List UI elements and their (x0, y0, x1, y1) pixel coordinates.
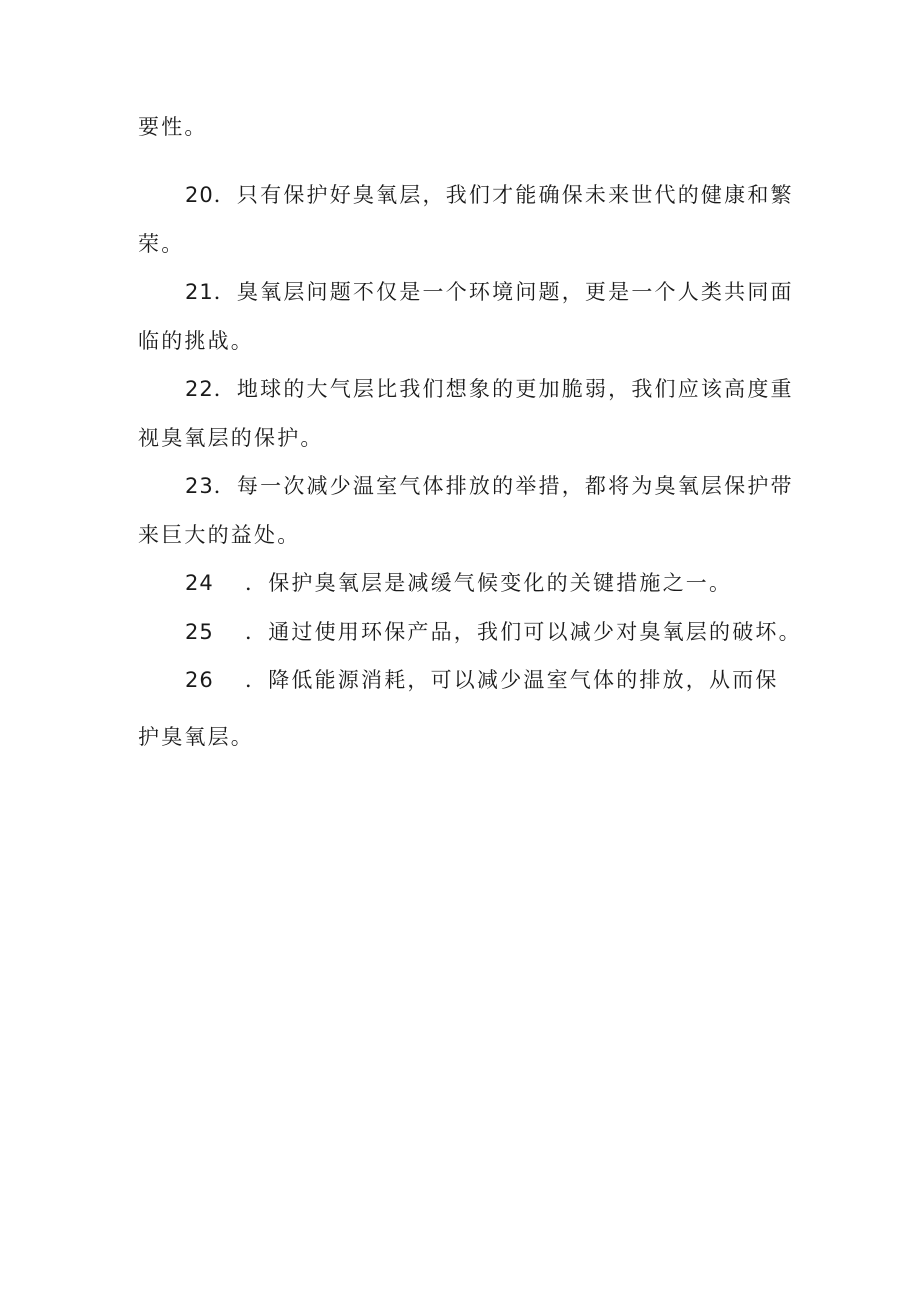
paragraph-text: 来巨大的益处。 (138, 523, 301, 547)
paragraph-text: 护臭氧层。 (138, 725, 254, 749)
list-item-23-continuation (138, 520, 300, 550)
list-item-21 (185, 277, 794, 307)
paragraph-text: ．通过使用环保产品，我们可以减少对臭氧层的破坏。 (245, 620, 802, 644)
paragraph-text: 临的挑战。 (138, 329, 254, 353)
list-item-26-continuation (138, 722, 254, 752)
paragraph-text: 荣。 (138, 232, 185, 256)
paragraph-text: ．保护臭氧层是减缓气候变化的关键措施之一。 (245, 571, 733, 595)
paragraph-text: 要性。 (138, 115, 208, 139)
paragraph-text: ．臭氧层问题不仅是一个环境问题，更是一个人类共同面 (213, 280, 794, 304)
list-item-24 (185, 568, 732, 598)
paragraph-19-tail (138, 112, 208, 142)
paragraph-text: ．只有保护好臭氧层，我们才能确保未来世代的健康和繁 (213, 183, 794, 207)
paragraph-text: 视臭氧层的保护。 (138, 426, 324, 450)
list-item-20 (185, 180, 794, 210)
list-item-20-continuation (138, 229, 184, 259)
list-item-22 (185, 374, 794, 404)
paragraph-text: ．降低能源消耗，可以减少温室气体的排放，从而保 (245, 668, 779, 692)
list-item-23 (185, 471, 794, 501)
list-number: 24 (185, 571, 214, 595)
list-number: 22 (185, 377, 214, 401)
list-item-25 (185, 617, 802, 647)
list-item-26 (185, 665, 779, 695)
list-item-22-continuation (138, 423, 324, 453)
list-number: 23 (185, 474, 214, 498)
list-number: 21 (185, 280, 214, 304)
list-number: 26 (185, 668, 214, 692)
paragraph-text: ．地球的大气层比我们想象的更加脆弱，我们应该高度重 (213, 377, 794, 401)
paragraph-text: ．每一次减少温室气体排放的举措，都将为臭氧层保护带 (213, 474, 794, 498)
list-number: 25 (185, 620, 214, 644)
list-item-21-continuation (138, 326, 254, 356)
list-number: 20 (185, 183, 214, 207)
